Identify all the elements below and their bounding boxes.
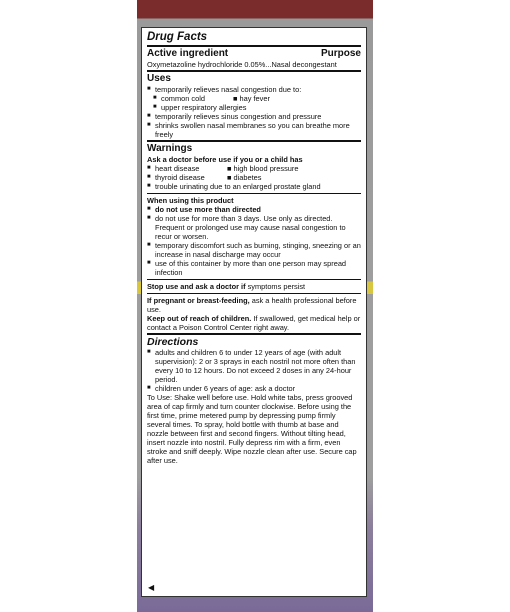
stop-use-line: Stop use and ask a doctor if symptoms persist [147,282,306,291]
list-item: ■ children under 6 years of age: ask a doctor [147,384,361,393]
pregnant-line: If pregnant or breast-feeding, ask a health professional before use. [147,296,357,314]
warnings-heading: Warnings [147,143,193,154]
list-item: ■ use of this container by more than one person may spread infection [147,259,361,277]
use-hay-fever: ■ hay fever [233,94,270,103]
directions-list [147,348,361,393]
list-item [147,94,361,103]
list-item: ■ temporarily relieves nasal congestion due to: [147,85,361,94]
conditions-list [147,164,361,191]
divider [147,279,361,280]
active-ingredient-header [147,48,361,60]
keep-out-line: Keep out of reach of children. If swallowed, get medical help or contact a Poison Control Center right away. [147,314,361,332]
active-ingredient-heading: Active ingredient [147,48,229,59]
list-item: ■ trouble urinating due to an enlarged prostate gland [147,182,361,191]
list-item: ■ temporarily relieves sinus congestion and pressure [147,112,361,121]
list-item: ■ heart disease ■ high blood pressure [147,164,361,173]
ask-doctor-heading: Ask a doctor before use if you or a child has [147,155,303,164]
purpose-heading: Purpose [320,48,361,59]
divider [147,293,361,294]
divider [147,193,361,194]
continue-arrow-icon: ◀ [148,583,155,592]
when-using-list [147,205,361,277]
drug-facts-title: Drug Facts [147,31,208,43]
divider [147,333,361,335]
to-use-text: To Use: Shake well before use. Hold white tabs, press grooved area of cap firmly and turn counter clockwise. Before using the first time, prime metered pump by depressing pump firmly several times. To spray, hold bottle with thumb at base and nozzle between first and second fingers. Without tilting head, insert nozzle into nostril. Fully depress rim with a firm, even stroke and sniff deeply. Wipe nozzle clean after use. Secure cap after use. [147,393,357,465]
directions-heading: Directions [147,336,199,348]
list-item: ■ temporary discomfort such as burning, stinging, sneezing or an increase in nasal discharge may occur [147,241,361,259]
divider [147,140,361,142]
list-item: ■ thyroid disease ■ diabetes [147,173,361,182]
uses-list [147,85,361,139]
list-item: ■ upper respiratory allergies [147,103,361,112]
divider [147,45,361,47]
drug-facts-panel [141,27,367,597]
list-item: ■ do not use for more than 3 days. Use only as directed. Frequent or prolonged use may cause nasal congestion to recur or worsen. [147,214,361,241]
divider [147,70,361,72]
list-item: ■ adults and children 6 to under 12 years of age (with adult supervision): 2 or 3 sprays in each nostril not more often than every 10 to 12 hours. Do not exceed 2 doses in any 24-hour period. [147,348,361,384]
list-item: ■ do not use more than directed [147,205,361,214]
use-common-cold: ■ common cold [161,94,205,103]
uses-heading: Uses [147,73,171,84]
active-ingredient-line: Oxymetazoline hydrochloride 0.05%...Nasal decongestant [147,60,337,69]
when-using-heading: When using this product [147,196,234,205]
list-item: ■ shrinks swollen nasal membranes so you can breathe more freely [147,121,361,139]
